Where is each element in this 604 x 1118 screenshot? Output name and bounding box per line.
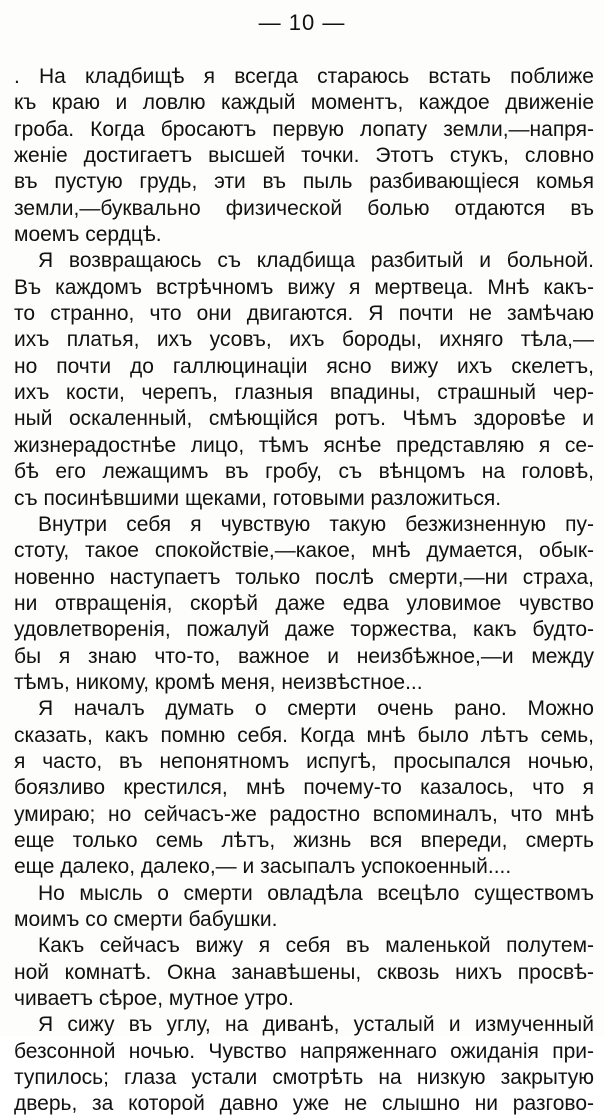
text-line: Я возвращаюсь съ кладбища разбитый и больной. — [38, 249, 594, 273]
text-line: еще далеко, далеко,— и засыпалъ успокоенный.... — [14, 855, 512, 879]
text-line: ной комнатѣ. Окна занавѣшены, сквозь нихъ просвѣ- — [14, 960, 594, 984]
text-line: новенно наступаетъ только послѣ смерти,—ни страха, — [14, 565, 594, 589]
text-line: тупилось; глаза устали смотрѣть на низкую закрытую — [14, 1066, 594, 1090]
text-line: гроба. Когда бросаютъ первую лопату земли,—напря- — [14, 117, 594, 141]
text-line: дверь, за которой давно уже не слышно ни разгово- — [14, 1092, 594, 1116]
text-line: то странно, что они двигаются. Я почти не замѣчаю — [14, 302, 594, 326]
text-line: сказать, какъ помню себя. Когда мнѣ было лѣтъ семь, — [14, 723, 594, 747]
text-line: бы я знаю что-то, важное и неизбѣжное,—и между — [14, 644, 594, 668]
text-line: къ краю и ловлю каждый моментъ, каждое движенiе — [14, 91, 594, 115]
text-line: моимъ со смерти бабушки. — [14, 908, 278, 931]
text-line: земли,—буквально физической болью отдаются въ — [14, 196, 594, 220]
text-line: . На кладбищѣ я всегда стараюсь встать поближе — [14, 65, 594, 88]
text-line: безсонной ночью. Чувство напряженнаго ожиданiя при- — [14, 1039, 594, 1063]
text-line: Внутри себя я чувствую такую безжизненную пу- — [38, 512, 594, 536]
text-line: Но мысль о смерти овладѣла всецѣло существомъ — [38, 881, 594, 905]
text-line: ный оскаленный, смѣющiйся ротъ. Чѣмъ здоровѣе и — [14, 407, 594, 431]
text-line: въ пустую грудь, эти въ пыль разбивающiеся комья — [14, 170, 594, 194]
text-line: боязливо крестился, мнѣ почему-то казалось, что я — [14, 776, 594, 800]
text-line: Въ каждомъ встрѣчномъ вижу я мертвеца. Мнѣ какъ- — [14, 275, 594, 299]
text-line: Я началъ думать о смерти очень рано. Можно — [38, 697, 594, 721]
text-line: чиваетъ сѣрое, мутное утро. — [14, 987, 294, 1011]
text-line: еще только семь лѣтъ, жизнь вся впереди, смерть — [14, 828, 594, 852]
text-line: но почти до галлюцинацiи ясно вижу ихъ скелетъ, — [14, 354, 594, 378]
text-line: жизнерадостнѣе лицо, тѣмъ яснѣе представляю я се- — [14, 433, 594, 457]
body-text — [14, 64, 594, 1118]
text-line: ни отвращенiя, скорѣй даже едва уловимое чувство — [14, 591, 594, 615]
text-line: Я сижу въ углу, на диванѣ, усталый и измученный — [38, 1013, 594, 1037]
page-number: — 10 — — [258, 10, 346, 35]
text-line: умираю; но сейчасъ-же радостно вспоминалъ, что мнѣ — [14, 802, 594, 826]
text-line: стоту, такое спокойствiе,—какое, мнѣ думается, обык- — [14, 539, 594, 563]
text-line: Какъ сейчасъ вижу я себя въ маленькой полутем- — [38, 934, 594, 958]
text-line: съ посинѣвшими щеками, готовыми разложиться. — [14, 486, 502, 510]
text-line: бѣ его лежащимъ въ гробу, съ вѣнцомъ на головѣ, — [14, 460, 594, 484]
text-line: тѣмъ, никому, кромѣ меня, неизвѣстное... — [14, 670, 423, 694]
text-line: ихъ кости, черепъ, глазныя впадины, страшный чер- — [14, 381, 594, 405]
text-line: удовлетворенiя, пожалуй даже торжества, какъ будто- — [14, 618, 594, 642]
text-line: ихъ платья, ихъ усовъ, ихъ бороды, ихняго тѣла,— — [14, 328, 594, 352]
text-line: моемъ сердцѣ. — [14, 223, 162, 247]
text-line: я часто, въ непонятномъ испугѣ, просыпался ночью, — [14, 749, 594, 773]
text-line: женiе достигаетъ высшей точки. Этотъ стукъ, словно — [14, 144, 594, 168]
